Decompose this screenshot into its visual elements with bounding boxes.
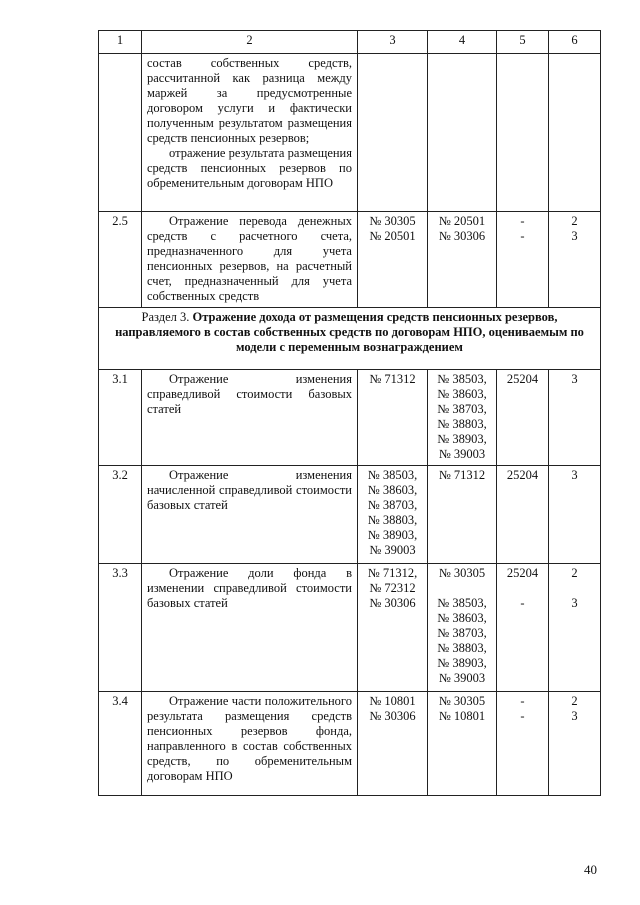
section-prefix: Раздел 3. [141,310,190,324]
header-cell: 1 [99,31,142,54]
page-number: 40 [584,862,597,877]
description-text: отражение результата размещения средств пенсионных резервов по обременительным договорам НПО [147,146,352,190]
row-number: 3.3 [99,564,142,692]
description-cell: Отражение части положительного результата размещения средств пенсионных резервов фонда, направленного в состав собственных средств, по обременительным договорам НПО [142,692,358,796]
header-cell: 5 [497,31,549,54]
symbol-cell: 25204 [497,466,549,564]
table-row [99,54,601,212]
section-title [99,308,601,370]
debit-accounts: № 71312 [358,370,428,466]
header-cell: 2 [142,31,358,54]
header-cell: 4 [428,31,497,54]
note-cell: 3 [549,370,601,466]
debit-accounts: № 38503, № 38603, № 38703, № 38803, № 38903, № 39003 [358,466,428,564]
table-row [99,212,601,308]
symbol-cell: - - [497,212,549,308]
debit-accounts: № 10801 № 30306 [358,692,428,796]
debit-accounts: № 71312, № 72312 № 30306 [358,564,428,692]
header-cell: 3 [358,31,428,54]
header-cell: 6 [549,31,601,54]
debit-accounts: № 30305 № 20501 [358,212,428,308]
row-number: 3.1 [99,370,142,466]
symbol-cell: - - [497,692,549,796]
description-cell: Отражение доли фонда в изменении справедливой стоимости базовых статей [142,564,358,692]
description-cell [142,54,358,212]
accounting-entries-table [98,30,601,796]
table-row [99,564,601,692]
table-row [99,692,601,796]
row-number: 2.5 [99,212,142,308]
table-row [99,370,601,466]
note-cell: 3 [549,466,601,564]
table-row [99,466,601,564]
credit-accounts: № 38503, № 38603, № 38703, № 38803, № 38903, № 39003 [428,370,497,466]
section-header-row [99,308,601,370]
description-text: состав собственных средств, рассчитанной как разница между маржей за предусмотренные договором услуги и фактически полученным результатом размещения средств пенсионных резервов; [147,56,352,145]
credit-accounts: № 71312 [428,466,497,564]
credit-accounts: № 20501 № 30306 [428,212,497,308]
row-number: 3.4 [99,692,142,796]
description-cell: Отражение изменения начисленной справедливой стоимости базовых статей [142,466,358,564]
note-cell: 2 3 [549,692,601,796]
symbol-cell: 25204 [497,370,549,466]
note-cell: 2 3 [549,564,601,692]
row-number: 3.2 [99,466,142,564]
section-heading: Отражение дохода от размещения средств пенсионных резервов, направляемого в состав собственных средств по договорам НПО, оцениваемым по модели с переменным вознаграждением [115,310,584,354]
credit-accounts: № 30305 № 38503, № 38603, № 38703, № 38803, № 38903, № 39003 [428,564,497,692]
symbol-cell: 25204 - [497,564,549,692]
note-cell: 2 3 [549,212,601,308]
credit-accounts: № 30305 № 10801 [428,692,497,796]
description-cell: Отражение изменения справедливой стоимости базовых статей [142,370,358,466]
description-cell: Отражение перевода денежных средств с расчетного счета, предназначенного для учета пенсионных резервов, на расчетный счет, предназначенный для учета собственных средств [142,212,358,308]
header-row [99,31,601,54]
